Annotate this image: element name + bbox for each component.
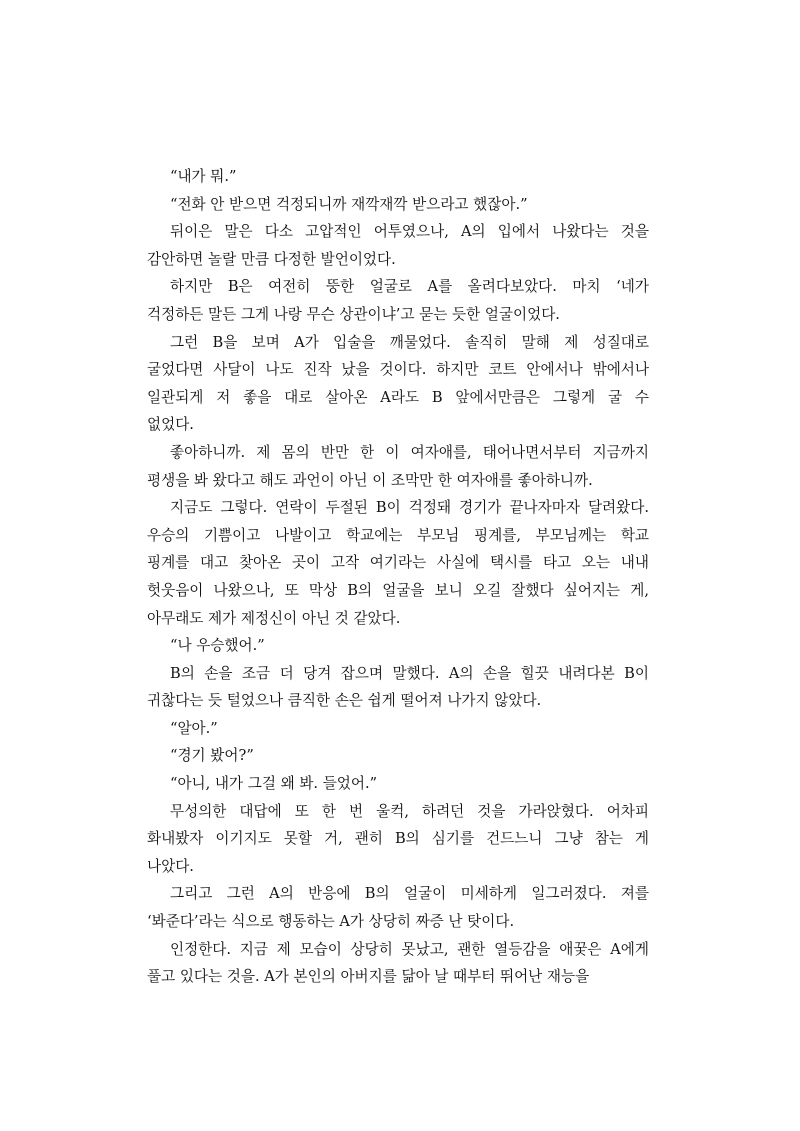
text-line: 뒤이은 말은 다소 고압적인 어투였으나, A의 입에서 나왔다는 것을 [170, 223, 649, 241]
paragraph [147, 770, 649, 798]
document-page [147, 163, 649, 991]
text-line: 아무래도 제가 제정신이 아닌 것 같았다. [147, 609, 401, 627]
text-line: 그리고 그런 A의 반응에 B의 얼굴이 미세하게 일그러졌다. 져를 [170, 885, 649, 903]
text-line: “알아.” [170, 719, 218, 737]
text-line: 인정한다. 지금 제 모습이 상당히 못났고, 괜한 열등감을 애꿎은 A에게 [170, 940, 649, 958]
paragraph [147, 163, 649, 191]
text-line: 핑계를 대고 찾아온 곳이 고작 여기라는 사실에 택시를 타고 오는 내내 [147, 554, 649, 572]
text-line: 없었다. [147, 416, 194, 434]
paragraph [147, 329, 649, 439]
text-line: 걱정하든 말든 그게 나랑 무슨 상관이냐’고 묻는 듯한 얼굴이었다. [147, 305, 560, 323]
text-line: 화내봤자 이기지도 못할 거, 괜히 B의 심기를 건드느니 그냥 참는 게 [147, 830, 649, 848]
text-line: 좋아하니까. 제 몸의 반만 한 이 여자애를, 태어나면서부터 지금까지 [170, 443, 649, 461]
text-line: “나 우승했어.” [170, 637, 265, 655]
text-line: “경기 봤어?” [170, 747, 254, 765]
paragraph [147, 218, 649, 273]
paragraph [147, 439, 649, 494]
paragraph [147, 191, 649, 219]
text-line: 풀고 있다는 것을. A가 본인의 아버지를 닮아 날 때부터 뛰어난 재능을 [147, 968, 590, 986]
text-line: 감안하면 놀랄 만큼 다정한 발언이었다. [147, 250, 396, 268]
text-line: “내가 뭐.” [170, 168, 237, 185]
text-line: “전화 안 받으면 걱정되니까 재깍재깍 받으라고 했잖아.” [170, 195, 528, 213]
text-line: 일관되게 저 좋을 대로 살아온 A라도 B 앞에서만큼은 그렇게 굴 수 [147, 388, 649, 406]
paragraph [147, 632, 649, 660]
paragraph [147, 742, 649, 770]
text-line: 무성의한 대답에 또 한 번 울컥, 하려던 것을 가라앉혔다. 어차피 [170, 802, 649, 820]
text-line: 굴었다면 사달이 나도 진작 났을 것이다. 하지만 코트 안에서나 밖에서나 [147, 361, 649, 379]
text-line: “아니, 내가 그걸 왜 봐. 들었어.” [170, 775, 378, 793]
text-line: 지금도 그렇다. 연락이 두절된 B이 걱정돼 경기가 끝나자마자 달려왔다. [170, 499, 649, 517]
paragraph [147, 936, 649, 991]
text-line: 우승의 기쁨이고 나발이고 학교에는 부모님 핑계를, 부모님께는 학교 [147, 526, 649, 544]
paragraph [147, 660, 649, 715]
paragraph [147, 715, 649, 743]
paragraph [147, 494, 649, 632]
text-line: 평생을 봐 왔다고 해도 과언이 아닌 이 조막만 한 여자애를 좋아하니까. [147, 471, 593, 489]
text-line: ‘봐준다’라는 식으로 행동하는 A가 상당히 짜증 난 탓이다. [147, 913, 515, 931]
text-line: 그런 B을 보며 A가 입술을 깨물었다. 솔직히 말해 제 성질대로 [170, 333, 649, 351]
paragraph [147, 880, 649, 935]
paragraph [147, 798, 649, 881]
text-line: 귀찮다는 듯 털었으나 큼직한 손은 쉽게 떨어져 나가지 않았다. [147, 692, 542, 710]
text-line: 나았다. [147, 857, 194, 875]
text-line: 헛웃음이 나왔으나, 또 막상 B의 얼굴을 보니 오길 잘했다 싶어지는 게, [147, 581, 649, 599]
text-line: 하지만 B은 여전히 뚱한 얼굴로 A를 올려다보았다. 마치 ‘네가 [170, 278, 649, 296]
paragraph [147, 273, 649, 328]
text-line: B의 손을 조금 더 당겨 잡으며 말했다. A의 손을 힐끗 내려다본 B이 [170, 664, 649, 682]
